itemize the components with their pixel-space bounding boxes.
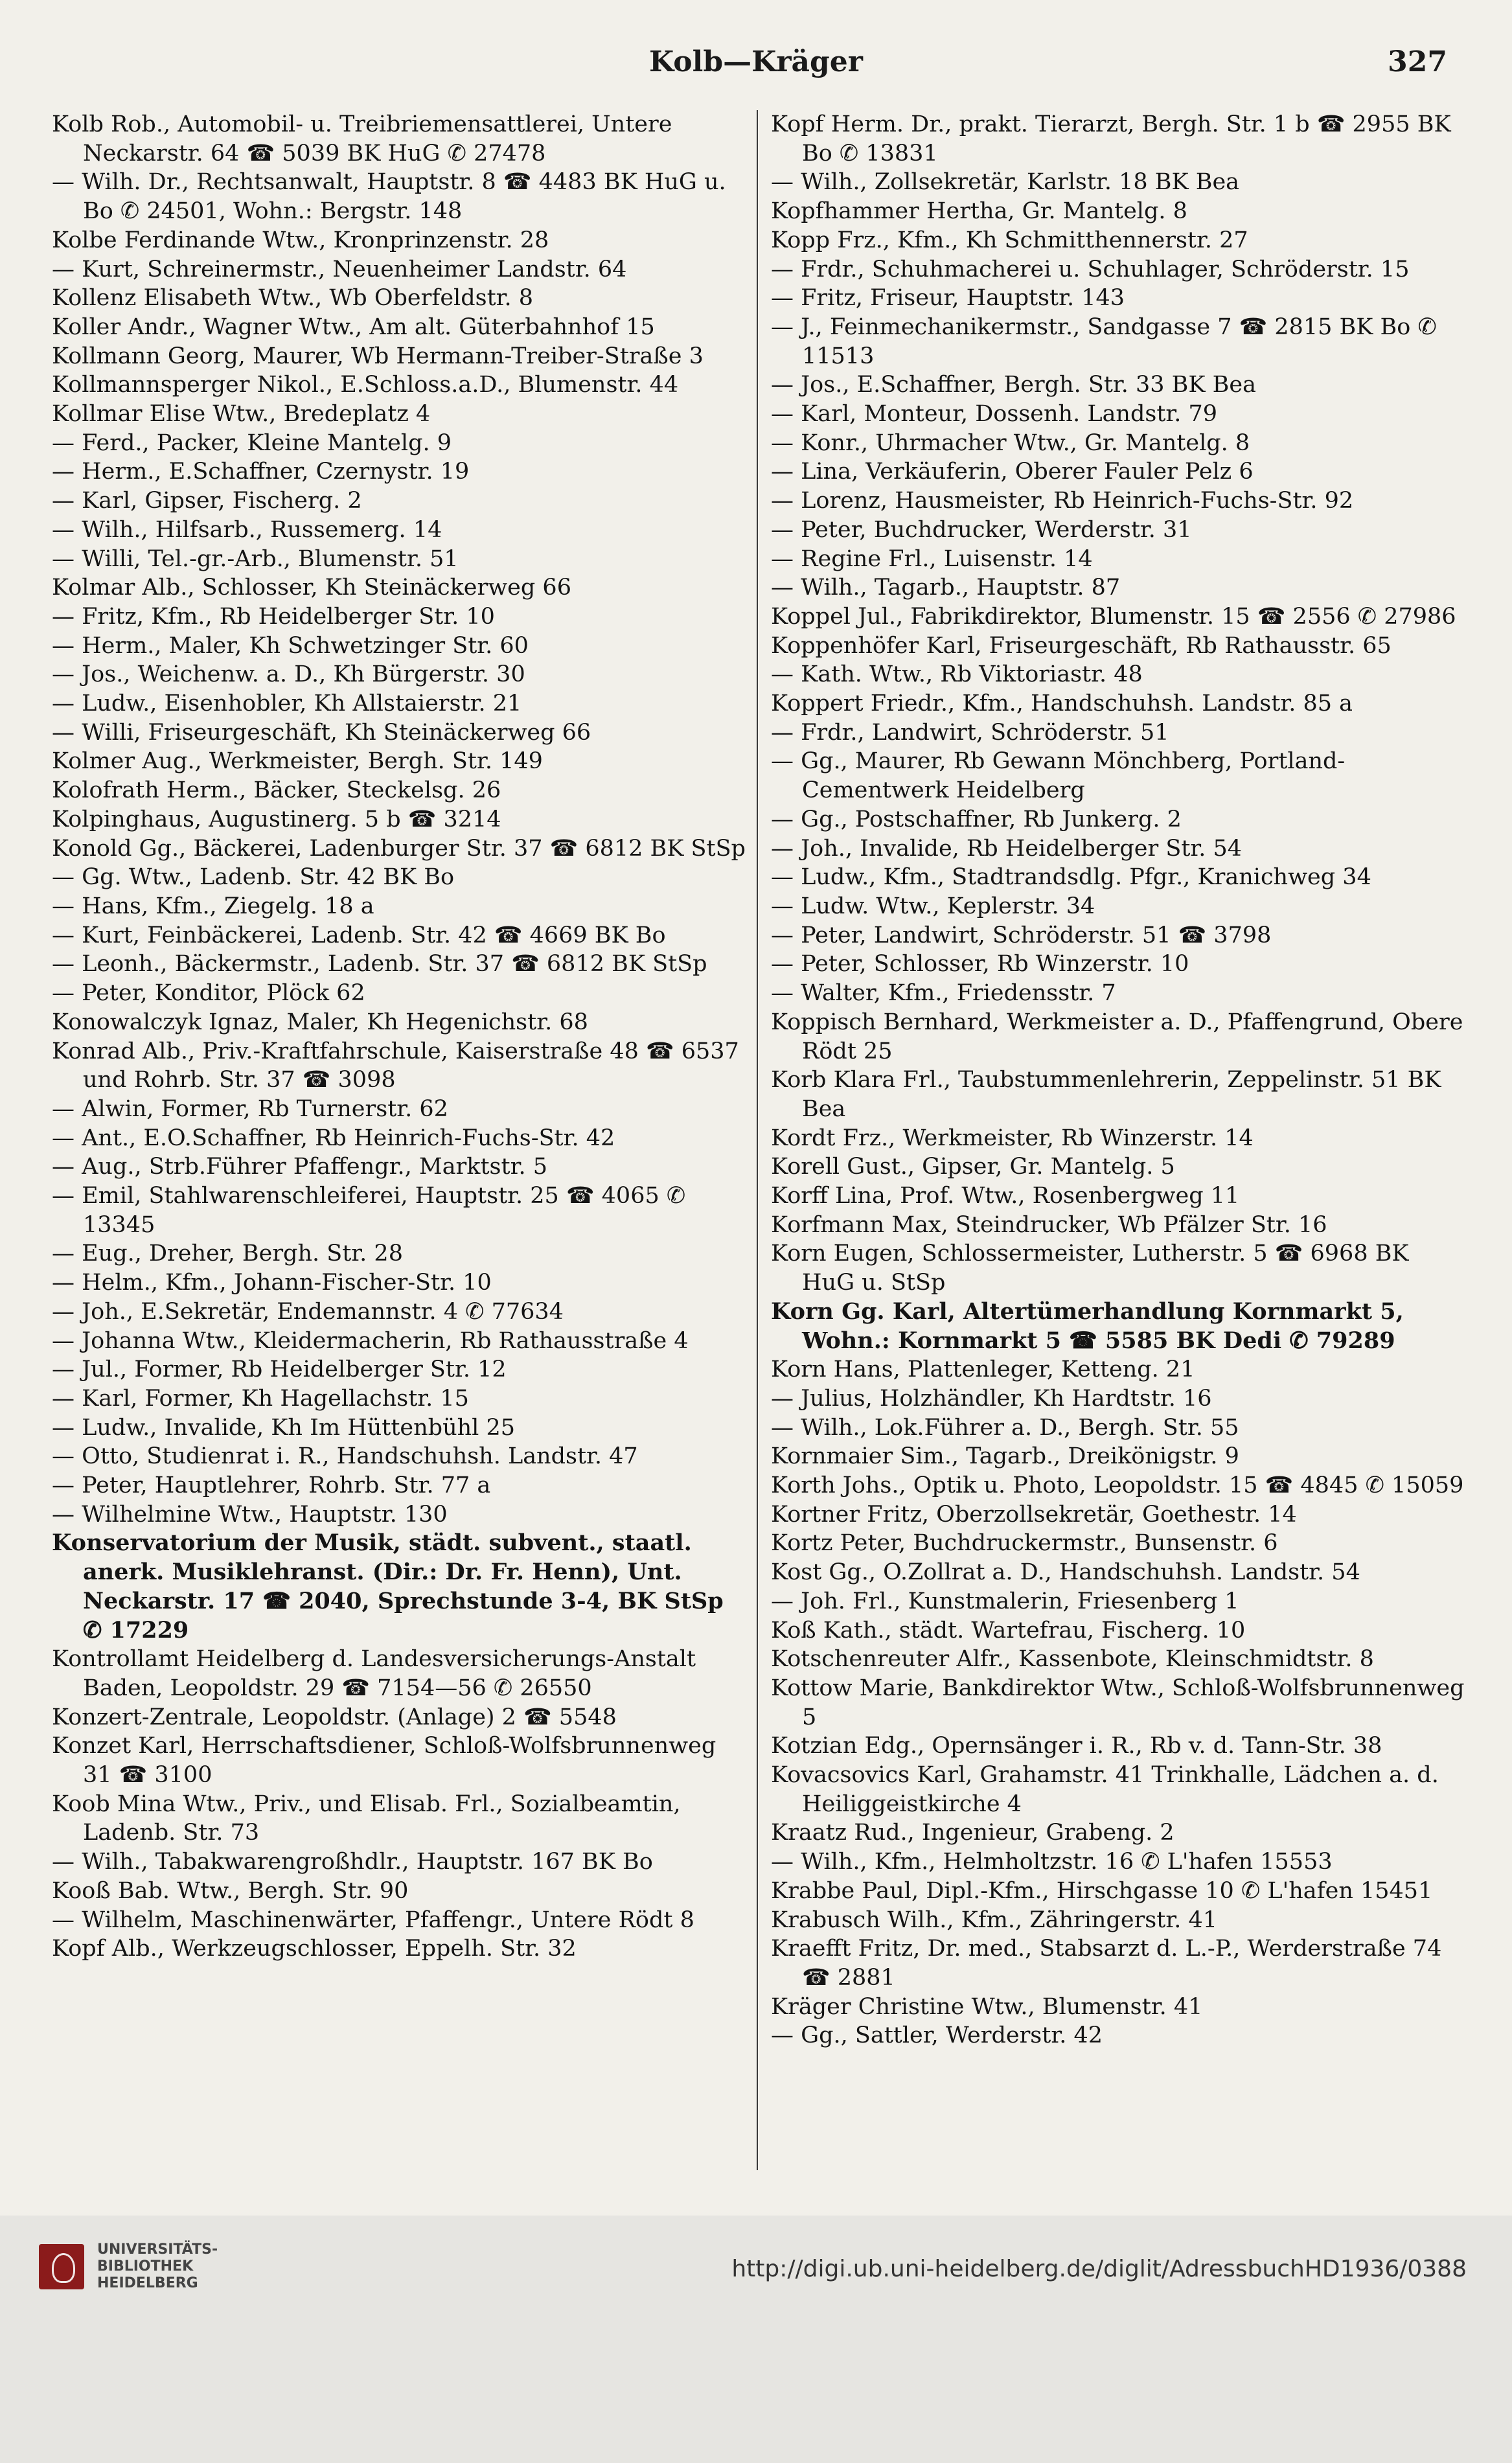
directory-entry: — Kurt, Schreinermstr., Neuenheimer Landstr. 64 — [52, 256, 627, 282]
directory-entry: — Willi, Tel.-gr.-Arb., Blumenstr. 51 — [52, 545, 459, 572]
directory-entry: — Wilhelm, Maschinenwärter, Pfaffengr., Untere Rödt 8 — [52, 1907, 694, 1933]
directory-entry: — Gg. Wtw., Ladenb. Str. 42 BK Bo — [52, 864, 455, 891]
directory-entry: — Ferd., Packer, Kleine Mantelg. 9 — [52, 430, 452, 456]
directory-entry: Korfmann Max, Steindrucker, Wb Pfälzer Str. 16 — [771, 1211, 1327, 1238]
directory-entry: — Wilh., Tagarb., Hauptstr. 87 — [771, 575, 1121, 601]
directory-entry: — Fritz, Kfm., Rb Heidelberger Str. 10 — [52, 603, 495, 630]
directory-entry: — Wilh. Dr., Rechtsanwalt, Hauptstr. 8 ☎ 4483 BK HuG u. Bo ✆ 24501, Wohn.: Bergstr. 148 — [52, 169, 726, 225]
directory-entry: Kollmar Elise Wtw., Bredeplatz 4 — [52, 401, 431, 428]
directory-entry: Korn Eugen, Schlossermeister, Lutherstr. 5 ☎ 6968 BK HuG u. StSp — [771, 1241, 1409, 1296]
directory-entry: Kontrollamt Heidelberg d. Landesversicherungs-Anstalt Baden, Leopoldstr. 29 ☎ 7154—56 ✆ 26550 — [52, 1646, 696, 1701]
logo-line: HEIDELBERG — [97, 2275, 198, 2291]
directory-entry: — Karl, Gipser, Fischerg. 2 — [52, 488, 362, 514]
directory-entry: Korth Johs., Optik u. Photo, Leopoldstr. 15 ☎ 4845 ✆ 15059 — [771, 1472, 1464, 1499]
directory-entry: — Peter, Konditor, Plöck 62 — [52, 980, 365, 1007]
directory-entry: Kopp Frz., Kfm., Kh Schmitthennerstr. 27 — [771, 227, 1248, 253]
directory-entry: — Wilh., Kfm., Helmholtzstr. 16 ✆ L'hafen 15553 — [771, 1849, 1333, 1875]
directory-entry: — Leonh., Bäckermstr., Ladenb. Str. 37 ☎ 6812 BK StSp — [52, 951, 707, 978]
directory-entry: Konzert-Zentrale, Leopoldstr. (Anlage) 2 ☎ 5548 — [52, 1704, 617, 1730]
page-header — [52, 45, 1460, 84]
directory-entry: — Ludw., Kfm., Stadtrandsdlg. Pfgr., Kranichweg 34 — [771, 864, 1371, 891]
directory-entry: Kollmannsperger Nikol., E.Schloss.a.D., Blumenstr. 44 — [52, 372, 679, 398]
directory-entry: — Fritz, Friseur, Hauptstr. 143 — [771, 285, 1125, 312]
directory-entry: — Herm., Maler, Kh Schwetzinger Str. 60 — [52, 632, 529, 659]
directory-entry: Koppenhöfer Karl, Friseurgeschäft, Rb Rathausstr. 65 — [771, 632, 1392, 659]
directory-entry: Kraefft Fritz, Dr. med., Stabsarzt d. L.-P., Werderstraße 74 ☎ 2881 — [771, 1936, 1442, 1991]
directory-entry: Kollmann Georg, Maurer, Wb Hermann-Treiber-Straße 3 — [52, 343, 704, 369]
directory-entry: — Eug., Dreher, Bergh. Str. 28 — [52, 1241, 403, 1267]
directory-entry: — Karl, Monteur, Dossenh. Landstr. 79 — [771, 401, 1218, 428]
directory-entry: — Peter, Landwirt, Schröderstr. 51 ☎ 3798 — [771, 922, 1272, 948]
directory-entry: — Wilhelmine Wtw., Hauptstr. 130 — [52, 1501, 448, 1528]
directory-entry: — Peter, Buchdrucker, Werderstr. 31 — [771, 516, 1192, 543]
directory-entry: Koob Mina Wtw., Priv., und Elisab. Frl., Sozialbeamtin, Ladenb. Str. 73 — [52, 1791, 681, 1846]
directory-entry: — Gg., Postschaffner, Rb Junkerg. 2 — [771, 806, 1182, 832]
directory-entry: — Gg., Sattler, Werderstr. 42 — [771, 2022, 1103, 2049]
directory-entry: — Emil, Stahlwarenschleiferei, Hauptstr. 25 ☎ 4065 ✆ 13345 — [52, 1183, 686, 1238]
directory-entry: — Johanna Wtw., Kleidermacherin, Rb Rathausstraße 4 — [52, 1327, 689, 1354]
directory-entry: Kräger Christine Wtw., Blumenstr. 41 — [771, 1993, 1203, 2020]
directory-entry: — Peter, Schlosser, Rb Winzerstr. 10 — [771, 951, 1189, 978]
directory-entry: — Otto, Studienrat i. R., Handschuhsh. Landstr. 47 — [52, 1443, 638, 1470]
directory-entry: Korff Lina, Prof. Wtw., Rosenbergweg 11 — [771, 1183, 1240, 1209]
directory-entry: Kottow Marie, Bankdirektor Wtw., Schloß-Wolfsbrunnenweg 5 — [771, 1675, 1465, 1730]
directory-entry: Kolmar Alb., Schlosser, Kh Steinäckerweg 66 — [52, 575, 571, 601]
directory-entry: Koppel Jul., Fabrikdirektor, Blumenstr. 15 ☎ 2556 ✆ 27986 — [771, 603, 1456, 630]
directory-entry: — Ludw., Eisenhobler, Kh Allstaierstr. 21 — [52, 691, 522, 717]
directory-entry: — Joh. Frl., Kunstmalerin, Friesenberg 1 — [771, 1588, 1239, 1614]
directory-entry: Koller Andr., Wagner Wtw., Am alt. Güterbahnhof 15 — [52, 314, 655, 340]
directory-entry: — Frdr., Landwirt, Schröderstr. 51 — [771, 719, 1169, 746]
directory-entry: Krabusch Wilh., Kfm., Zähringerstr. 41 — [771, 1907, 1217, 1933]
directory-entry: Konservatorium der Musik, städt. subvent., staatl. anerk. Musiklehranst. (Dir.: Dr. Fr. Henn), Unt. Neckarstr. 17 ☎ 2040, Sprechstunde 3-4, BK StSp ✆ 17229 — [52, 1529, 724, 1644]
directory-entry: Kolb Rob., Automobil- u. Treibriemensattlerei, Untere Neckarstr. 64 ☎ 5039 BK HuG ✆ 27478 — [52, 111, 672, 166]
directory-entry: — Kath. Wtw., Rb Viktoriastr. 48 — [771, 661, 1143, 688]
directory-entry: Kotschenreuter Alfr., Kassenbote, Kleinschmidtstr. 8 — [771, 1646, 1374, 1673]
directory-entry: Kotzian Edg., Opernsänger i. R., Rb v. d. Tann-Str. 38 — [771, 1733, 1382, 1759]
directory-entry: Kollenz Elisabeth Wtw., Wb Oberfeldstr. 8 — [52, 285, 534, 312]
directory-entry: — Jos., E.Schaffner, Bergh. Str. 33 BK Bea — [771, 372, 1256, 398]
directory-entry: Krabbe Paul, Dipl.-Kfm., Hirschgasse 10 ✆ L'hafen 15451 — [771, 1877, 1433, 1904]
directory-entry: — Peter, Hauptlehrer, Rohrb. Str. 77 a — [52, 1472, 491, 1499]
directory-entry: — Julius, Holzhändler, Kh Hardtstr. 16 — [771, 1385, 1212, 1412]
university-seal-icon — [39, 2244, 84, 2289]
directory-entry: Kordt Frz., Werkmeister, Rb Winzerstr. 14 — [771, 1125, 1254, 1151]
directory-entry: — Frdr., Schuhmacherei u. Schuhlager, Schröderstr. 15 — [771, 256, 1410, 282]
directory-entry: Kovacsovics Karl, Grahamstr. 41 Trinkhalle, Lädchen a. d. Heiliggeistkirche 4 — [771, 1762, 1439, 1817]
directory-entry: — Helm., Kfm., Johann-Fischer-Str. 10 — [52, 1270, 492, 1296]
directory-entry: — Joh., E.Sekretär, Endemannstr. 4 ✆ 77634 — [52, 1298, 564, 1325]
directory-entry: — Konr., Uhrmacher Wtw., Gr. Mantelg. 8 — [771, 430, 1250, 456]
viewer-footer — [0, 2216, 1512, 2463]
directory-entry: Kooß Bab. Wtw., Bergh. Str. 90 — [52, 1877, 409, 1904]
directory-entry: Kraatz Rud., Ingenieur, Grabeng. 2 — [771, 1820, 1174, 1846]
directory-entry: — Herm., E.Schaffner, Czernystr. 19 — [52, 459, 470, 485]
right-column — [771, 110, 1467, 2050]
directory-entry: Koppisch Bernhard, Werkmeister a. D., Pfaffengrund, Obere Rödt 25 — [771, 1009, 1463, 1064]
directory-entry: Korn Hans, Plattenleger, Ketteng. 21 — [771, 1357, 1195, 1383]
directory-entry: Kornmaier Sim., Tagarb., Dreikönigstr. 9 — [771, 1443, 1239, 1470]
directory-entry: Koppert Friedr., Kfm., Handschuhsh. Landstr. 85 a — [771, 691, 1353, 717]
directory-entry: — Regine Frl., Luisenstr. 14 — [771, 545, 1093, 572]
directory-entry: Koß Kath., städt. Wartefrau, Fischerg. 10 — [771, 1617, 1246, 1644]
directory-entry: — Lina, Verkäuferin, Oberer Fauler Pelz 6 — [771, 459, 1254, 485]
directory-entry: Kolbe Ferdinande Wtw., Kronprinzenstr. 28 — [52, 227, 549, 253]
directory-entry: Kolmer Aug., Werkmeister, Bergh. Str. 149 — [52, 748, 543, 775]
directory-entry: — Hans, Kfm., Ziegelg. 18 a — [52, 893, 374, 919]
directory-entry: Korell Gust., Gipser, Gr. Mantelg. 5 — [771, 1154, 1175, 1180]
directory-entry: — Alwin, Former, Rb Turnerstr. 62 — [52, 1095, 448, 1122]
directory-entry: — Wilh., Zollsekretär, Karlstr. 18 BK Bea — [771, 169, 1240, 196]
left-column — [52, 110, 748, 1964]
directory-entry: Konowalczyk Ignaz, Maler, Kh Hegenichstr. 68 — [52, 1009, 588, 1035]
directory-entry: Kopfhammer Hertha, Gr. Mantelg. 8 — [771, 198, 1187, 225]
directory-entry: — Ant., E.O.Schaffner, Rb Heinrich-Fuchs-Str. 42 — [52, 1125, 615, 1151]
entry-columns — [52, 110, 1464, 2183]
directory-entry: — Wilh., Lok.Führer a. D., Bergh. Str. 55 — [771, 1414, 1239, 1441]
directory-entry: Korn Gg. Karl, Altertümerhandlung Kornmarkt 5, Wohn.: Kornmarkt 5 ☎ 5585 BK Dedi ✆ 79289 — [771, 1298, 1404, 1354]
directory-entry: Konrad Alb., Priv.-Kraftfahrschule, Kaiserstraße 48 ☎ 6537 und Rohrb. Str. 37 ☎ 3098 — [52, 1038, 739, 1094]
directory-entry: Konold Gg., Bäckerei, Ladenburger Str. 37 ☎ 6812 BK StSp — [52, 835, 746, 862]
directory-entry: — Walter, Kfm., Friedensstr. 7 — [771, 980, 1116, 1007]
directory-entry: Korb Klara Frl., Taubstummenlehrerin, Zeppelinstr. 51 BK Bea — [771, 1067, 1441, 1122]
directory-entry: — Wilh., Hilfsarb., Russemerg. 14 — [52, 516, 442, 543]
logo-line: BIBLIOTHEK — [97, 2258, 194, 2274]
directory-entry: — Willi, Friseurgeschäft, Kh Steinäckerweg 66 — [52, 719, 591, 746]
running-head: Kolb—Kräger — [649, 45, 863, 78]
source-url-link[interactable]: http://digi.ub.uni-heidelberg.de/diglit/AdressbuchHD1936/0388 — [731, 2256, 1467, 2282]
directory-entry: — Gg., Maurer, Rb Gewann Mönchberg, Portland-Cementwerk Heidelberg — [771, 748, 1346, 804]
directory-entry: Kopf Alb., Werkzeugschlosser, Eppelh. Str. 32 — [52, 1936, 577, 1962]
directory-entry: — Ludw. Wtw., Keplerstr. 34 — [771, 893, 1095, 919]
directory-entry: — Karl, Former, Kh Hagellachstr. 15 — [52, 1385, 469, 1412]
directory-entry: Kost Gg., O.Zollrat a. D., Handschuhsh. Landstr. 54 — [771, 1559, 1360, 1586]
directory-entry: Kortner Fritz, Oberzollsekretär, Goethestr. 14 — [771, 1501, 1297, 1528]
directory-entry: Kolpinghaus, Augustinerg. 5 b ☎ 3214 — [52, 806, 501, 832]
directory-entry: — Lorenz, Hausmeister, Rb Heinrich-Fuchs-Str. 92 — [771, 488, 1354, 514]
page-number: 327 — [1388, 45, 1447, 78]
directory-entry: Kolofrath Herm., Bäcker, Steckelsg. 26 — [52, 777, 501, 804]
directory-entry: — Jos., Weichenw. a. D., Kh Bürgerstr. 30 — [52, 661, 525, 688]
library-logo[interactable] — [39, 2241, 218, 2292]
library-logo-text — [97, 2241, 218, 2292]
directory-entry: Konzet Karl, Herrschaftsdiener, Schloß-Wolfsbrunnenweg 31 ☎ 3100 — [52, 1733, 716, 1789]
directory-entry: — Wilh., Tabakwarengroßhdlr., Hauptstr. 167 BK Bo — [52, 1849, 653, 1875]
directory-entry: — Kurt, Feinbäckerei, Ladenb. Str. 42 ☎ 4669 BK Bo — [52, 922, 666, 948]
directory-entry: — J., Feinmechanikermstr., Sandgasse 7 ☎ 2815 BK Bo ✆ 11513 — [771, 314, 1437, 369]
directory-entry: — Aug., Strb.Führer Pfaffengr., Marktstr. 5 — [52, 1154, 547, 1180]
column-divider — [757, 110, 758, 2170]
directory-entry: Kopf Herm. Dr., prakt. Tierarzt, Bergh. Str. 1 b ☎ 2955 BK Bo ✆ 13831 — [771, 111, 1451, 166]
directory-entry: — Jul., Former, Rb Heidelberger Str. 12 — [52, 1357, 507, 1383]
directory-entry: — Ludw., Invalide, Kh Im Hüttenbühl 25 — [52, 1414, 516, 1441]
logo-line: UNIVERSITÄTS- — [97, 2241, 218, 2258]
directory-entry: Kortz Peter, Buchdruckermstr., Bunsenstr. 6 — [771, 1530, 1278, 1557]
directory-entry: — Joh., Invalide, Rb Heidelberger Str. 54 — [771, 835, 1243, 862]
